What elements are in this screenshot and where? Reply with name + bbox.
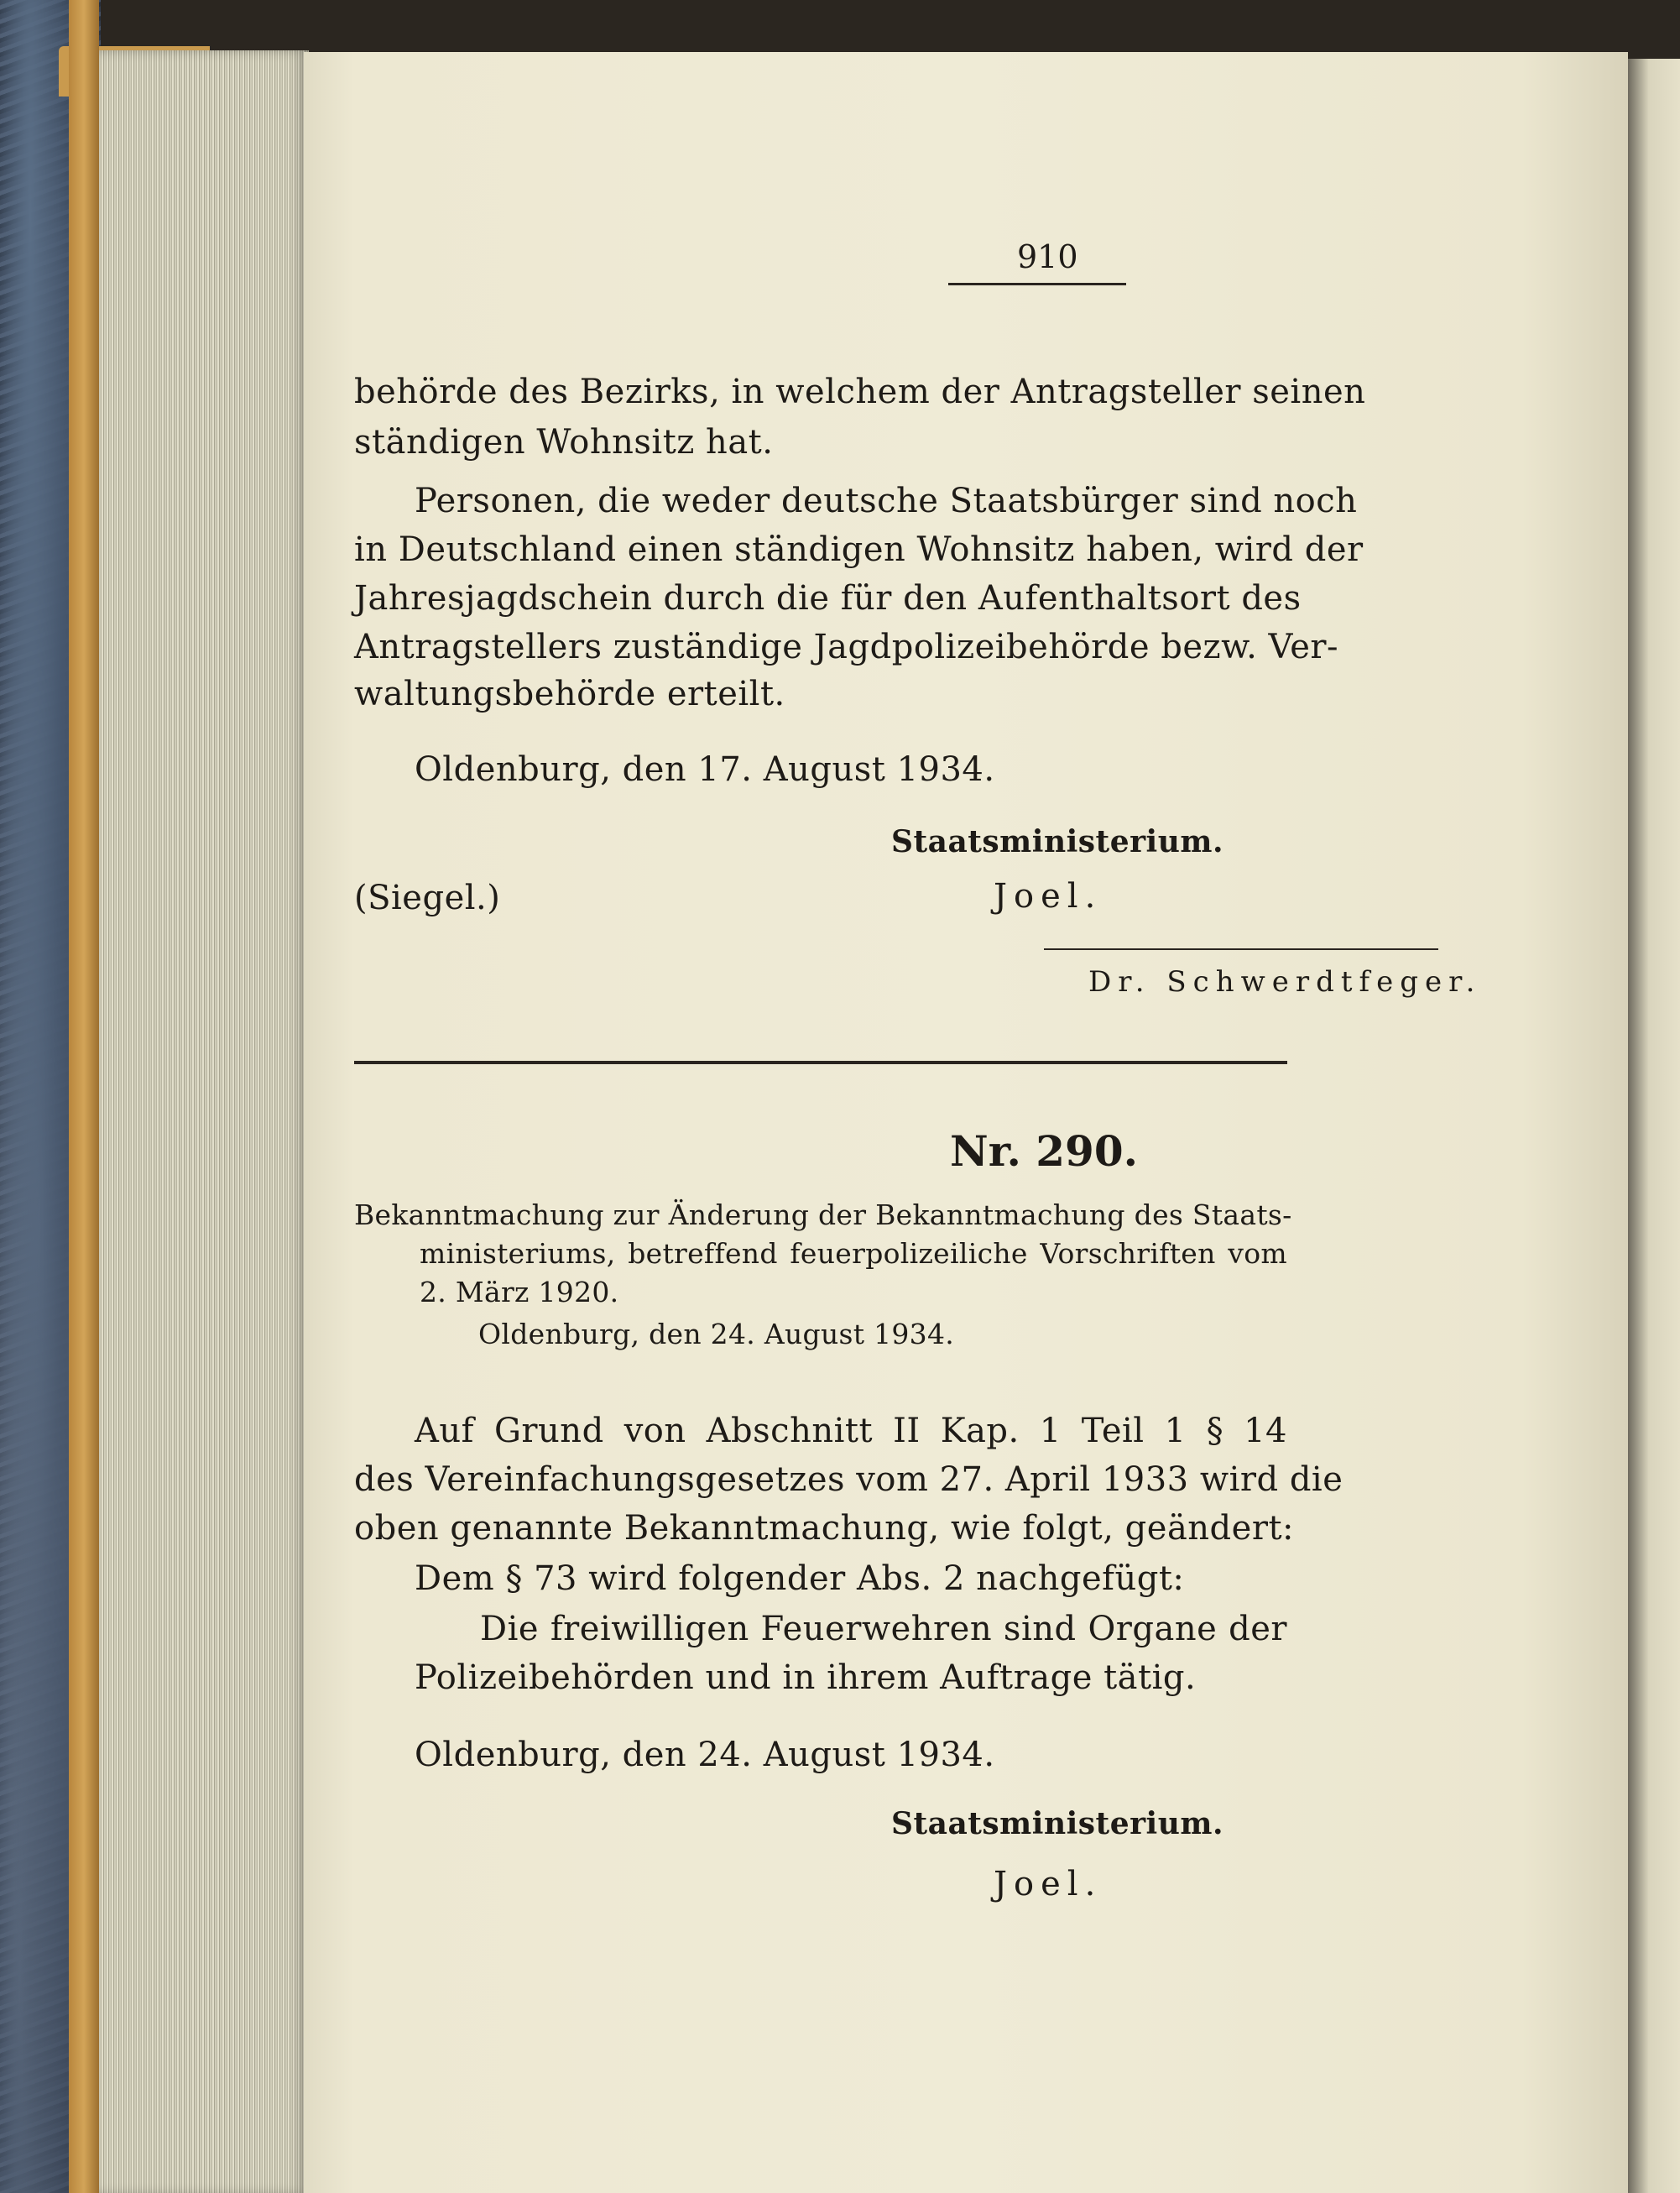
summary-line: 2. März 1920. xyxy=(420,1276,619,1308)
section-separator xyxy=(354,1061,1287,1064)
amendment-text: Polizeibehörden und in ihrem Auftrage tätig. xyxy=(415,1658,1197,1697)
summary-line: ministeriums, betreffend feuerpolizeiliche Vorschriften vom xyxy=(420,1237,1287,1270)
minister-name: Joel. xyxy=(994,877,1103,916)
authority-name: Staatsministerium. xyxy=(891,824,1224,859)
place-date: Oldenburg, den 17. August 1934. xyxy=(415,750,995,789)
text-line: Jahresjagdschein durch die für den Aufenthaltsort des xyxy=(354,579,1302,618)
page-number: 910 xyxy=(1017,238,1078,275)
summary-line: Bekanntmachung zur Änderung der Bekanntmachung des Staats- xyxy=(354,1198,1292,1231)
text-line: ständigen Wohnsitz hat. xyxy=(354,423,774,462)
text-line: waltungsbehörde erteilt. xyxy=(354,675,785,713)
cover-spine xyxy=(69,0,99,2193)
document-page xyxy=(304,52,1628,2193)
place-date: Oldenburg, den 24. August 1934. xyxy=(415,1736,995,1774)
minister-name: Joel. xyxy=(994,1865,1103,1903)
text-line: des Vereinfachungsgesetzes vom 27. April 1933 wird die xyxy=(354,1460,1343,1499)
amendment-text: Die freiwilligen Feuerwehren sind Organe der xyxy=(480,1610,1287,1648)
section-number: Nr. 290. xyxy=(950,1126,1139,1176)
text-line: behörde des Bezirks, in welchem der Antragsteller seinen xyxy=(354,373,1366,411)
authority-name: Staatsministerium. xyxy=(891,1806,1224,1841)
text-line: oben genannte Bekanntmachung, wie folgt, geändert: xyxy=(354,1509,1294,1548)
adjacent-page xyxy=(1628,59,1680,2193)
amendment-intro: Dem § 73 wird folgender Abs. 2 nachgefügt: xyxy=(415,1559,1185,1598)
page-text xyxy=(304,52,1628,2193)
signature-rule xyxy=(1044,948,1438,950)
seal-note: (Siegel.) xyxy=(354,879,501,917)
summary-place-date: Oldenburg, den 24. August 1934. xyxy=(478,1318,955,1350)
page-number-rule xyxy=(948,283,1126,285)
secretary-name: Dr. Schwerdtfeger. xyxy=(1088,965,1482,999)
text-line: Personen, die weder deutsche Staatsbürger sind noch xyxy=(415,482,1358,520)
page-stack-edge xyxy=(99,50,309,2193)
text-line: in Deutschland einen ständigen Wohnsitz haben, wird der xyxy=(354,530,1364,569)
text-line: Antragstellers zuständige Jagdpolizeibehörde bezw. Ver- xyxy=(354,628,1339,666)
text-line: Auf Grund von Abschnitt II Kap. 1 Teil 1 § 14 xyxy=(415,1412,1287,1450)
